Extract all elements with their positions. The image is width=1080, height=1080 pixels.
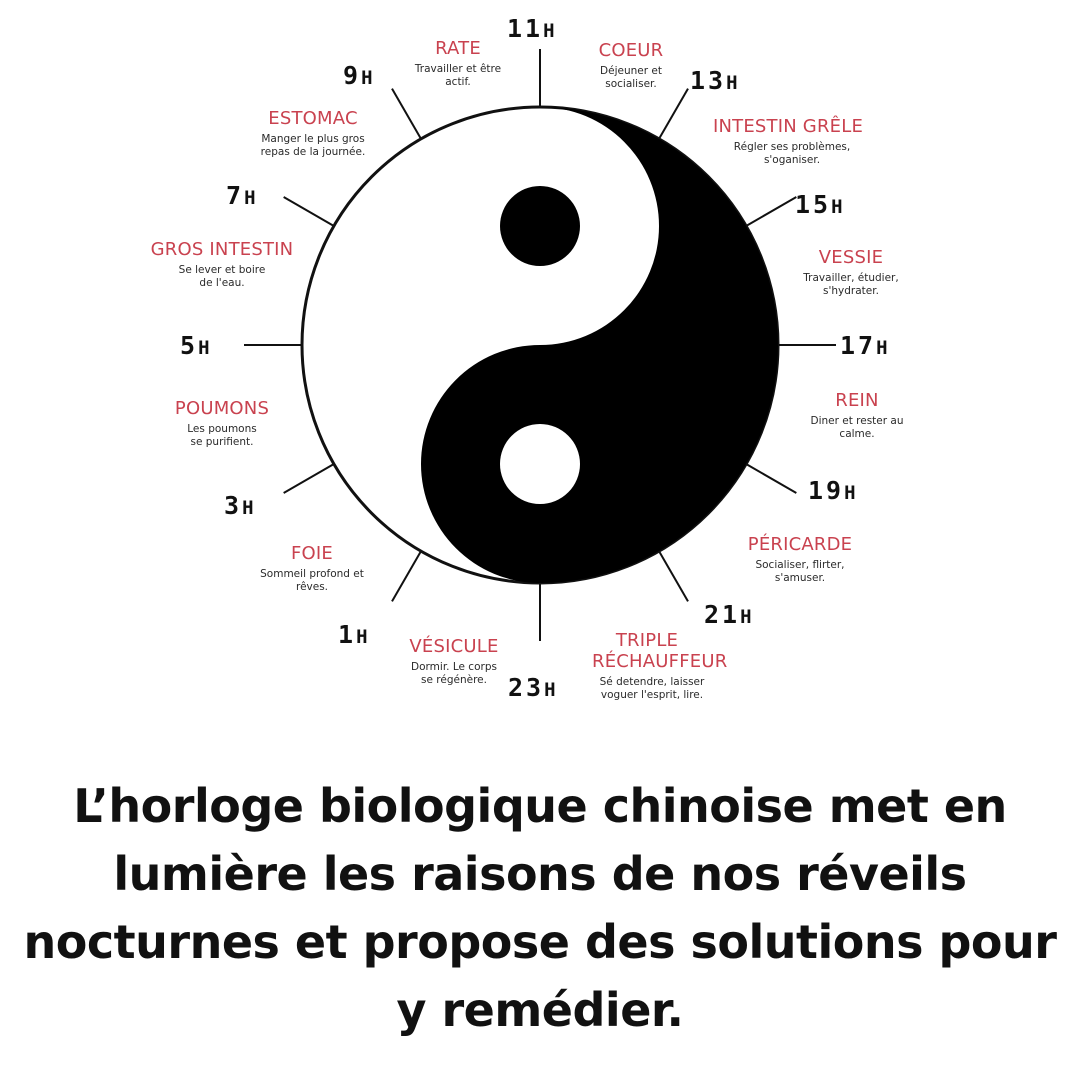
organ-description: Socialiser, flirter, s'amuser. <box>755 559 845 584</box>
organ-label: REIN <box>835 390 879 411</box>
sector-rate <box>406 38 510 89</box>
organ-description: Dormir. Le corps se régénère. <box>411 661 497 686</box>
organ-label: INTESTIN GRÊLE <box>712 116 864 137</box>
hour-tick <box>746 197 796 226</box>
hour-13: 13H <box>690 66 738 95</box>
hour-21: 21H <box>704 600 752 629</box>
organ-description: Travailler et être actif. <box>414 63 502 88</box>
organ-label: POUMONS <box>174 398 270 419</box>
yin-dot <box>500 186 580 266</box>
hour-7: 7H <box>226 181 256 210</box>
organ-label: GROS INTESTIN <box>150 239 294 260</box>
hour-5: 5H <box>180 331 210 360</box>
organ-description: Sommeil profond et rêves. <box>260 568 364 593</box>
hour-3: 3H <box>224 491 254 520</box>
sector-foie <box>258 543 366 594</box>
organ-label: COEUR <box>598 40 664 61</box>
organ-label: ESTOMAC <box>268 108 358 129</box>
sector-gros-intestin <box>136 239 308 290</box>
sector-vessie <box>796 247 906 298</box>
hour-11: 11H <box>507 14 555 43</box>
sector-vesicule <box>400 636 508 687</box>
hour-9: 9H <box>343 61 373 90</box>
hour-17: 17H <box>840 331 888 360</box>
hour-1: 1H <box>338 620 368 649</box>
organ-description: Travailler, étudier, s'hydrater. <box>803 272 899 297</box>
organ-label: VESSIE <box>818 247 884 268</box>
organ-description: Manger le plus gros repas de la journée. <box>260 133 366 158</box>
hour-15: 15H <box>795 190 843 219</box>
hour-tick <box>392 551 421 601</box>
organ-label: RATE <box>435 38 481 59</box>
sector-estomac <box>252 108 374 159</box>
sector-rein <box>802 390 912 441</box>
hour-23: 23H <box>508 673 556 702</box>
organ-description: Régler ses problèmes, s'oganiser. <box>733 141 851 166</box>
hour-tick <box>659 89 688 139</box>
sector-intestin-grele <box>700 116 876 167</box>
organ-description: Les poumons se purifient. <box>187 423 257 448</box>
hour-tick <box>746 464 796 493</box>
hour-tick <box>284 464 334 493</box>
yin-yang-symbol <box>302 107 778 583</box>
hour-19: 19H <box>808 476 856 505</box>
yang-dot <box>500 424 580 504</box>
organ-description: Déjeuner et socialiser. <box>600 65 662 90</box>
hour-tick <box>284 197 334 226</box>
sector-triple-rechauffeur <box>572 630 728 702</box>
organ-description: Se lever et boire de l'eau. <box>178 264 266 289</box>
organ-label: VÉSICULE <box>409 636 499 657</box>
organ-label: PÉRICARDE <box>747 534 853 555</box>
sector-poumons <box>162 398 282 449</box>
organ-label: TRIPLE RÉCHAUFFEUR <box>592 630 728 672</box>
organ-description: Sé detendre, laisser voguer l'esprit, lire. <box>599 676 705 701</box>
organ-description: Diner et rester au calme. <box>810 415 904 440</box>
organ-label: FOIE <box>290 543 333 564</box>
sector-coeur <box>588 40 674 91</box>
hour-tick <box>659 551 688 601</box>
headline: L’horloge biologique chinoise met en lumière les raisons de nos réveils nocturnes et propose des solutions pour y remédier. <box>23 779 1057 1037</box>
sector-pericarde <box>738 534 862 585</box>
hour-tick <box>392 89 421 139</box>
